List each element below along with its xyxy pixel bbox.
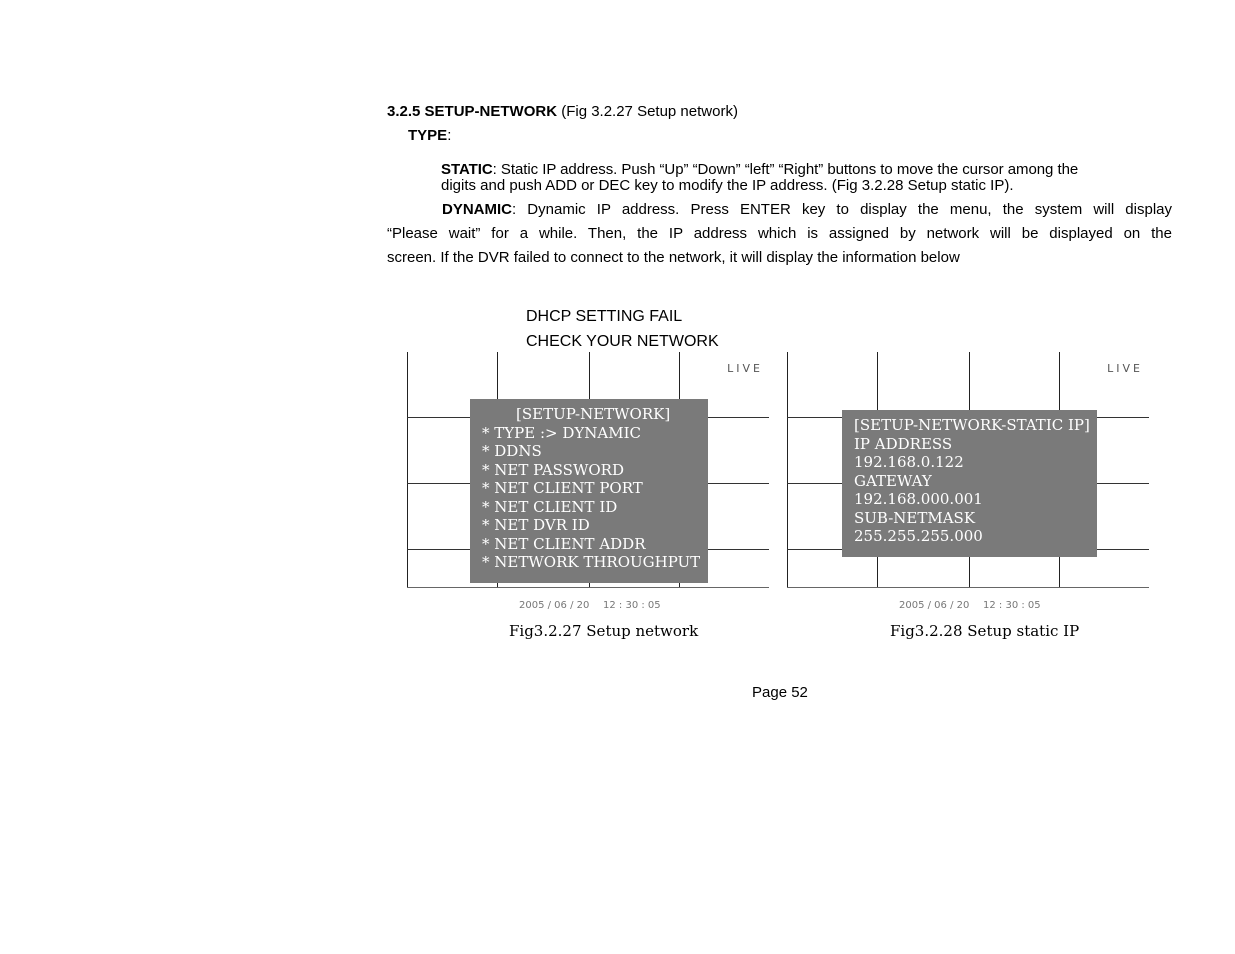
date-stamp: 2005 / 06 / 20 bbox=[899, 600, 970, 611]
type-heading bbox=[408, 127, 451, 145]
menu-item: 255.255.255.000 bbox=[854, 527, 983, 545]
dhcp-message-line-2: CHECK YOUR NETWORK bbox=[526, 333, 719, 350]
date-stamp: 2005 / 06 / 20 bbox=[519, 600, 590, 611]
menu-item: * NET PASSWORD bbox=[482, 460, 624, 479]
dynamic-line-2: “Please wait” for a while. Then, the IP address which is assigned by network will be displayed on the bbox=[387, 225, 1172, 242]
section-fig-ref: (Fig 3.2.27 Setup network) bbox=[557, 103, 738, 120]
dhcp-message-block bbox=[526, 304, 719, 354]
time-stamp: 12 : 30 : 05 bbox=[603, 600, 661, 611]
dvr-screen-static-ip bbox=[787, 352, 1149, 616]
dynamic-paragraph bbox=[387, 201, 1172, 267]
dynamic-line-3: screen. If the DVR failed to connect to the network, it will display the information below bbox=[387, 249, 960, 266]
dynamic-line-1-text: : Dynamic IP address. Press ENTER key to display the menu, the system will display bbox=[512, 201, 1172, 218]
time-stamp: 12 : 30 : 05 bbox=[983, 600, 1041, 611]
live-indicator: LIVE bbox=[727, 362, 763, 375]
type-colon: : bbox=[447, 127, 452, 144]
menu-item: * NET CLIENT PORT bbox=[482, 479, 643, 497]
type-label: TYPE bbox=[408, 127, 448, 144]
menu-item: * NETWORK THROUGHPUT bbox=[482, 553, 701, 571]
menu-item: * TYPE :> DYNAMIC bbox=[482, 423, 642, 442]
section-title: 3.2.5 SETUP-NETWORK bbox=[387, 103, 558, 120]
menu-item: * NET CLIENT ID bbox=[482, 497, 618, 516]
dhcp-message-line-1: DHCP SETTING FAIL bbox=[526, 308, 683, 325]
figure-caption-3-2-27: Fig3.2.27 Setup network bbox=[509, 622, 699, 640]
dynamic-line-1 bbox=[387, 201, 1172, 219]
menu-title: [SETUP-NETWORK] bbox=[516, 405, 671, 423]
menu-item: SUB-NETMASK bbox=[854, 508, 976, 527]
figure-caption-3-2-28: Fig3.2.28 Setup static IP bbox=[890, 622, 1080, 640]
dynamic-label: DYNAMIC bbox=[442, 201, 512, 218]
menu-item: * NET DVR ID bbox=[482, 516, 590, 534]
menu-item: 192.168.0.122 bbox=[854, 453, 964, 471]
static-line-1-text: : Static IP address. Push “Up” “Down” “left” “Right” buttons to move the cursor among the bbox=[492, 161, 1079, 178]
static-label: STATIC bbox=[441, 161, 493, 178]
static-paragraph bbox=[441, 161, 1157, 195]
static-line-2: digits and push ADD or DEC key to modify the IP address. (Fig 3.2.28 Setup static IP). bbox=[441, 177, 1014, 194]
live-indicator: LIVE bbox=[1107, 362, 1143, 375]
menu-item: 192.168.000.001 bbox=[854, 490, 983, 508]
section-heading bbox=[387, 103, 738, 121]
menu-item: GATEWAY bbox=[854, 471, 932, 490]
static-ip-menu bbox=[842, 410, 1097, 557]
page-number: Page 52 bbox=[752, 684, 808, 701]
setup-network-menu bbox=[470, 399, 708, 583]
menu-item: IP ADDRESS bbox=[854, 434, 953, 453]
menu-item: * NET CLIENT ADDR bbox=[482, 534, 646, 553]
menu-title: [SETUP-NETWORK-STATIC IP] bbox=[854, 416, 1090, 434]
dvr-screen-setup-network bbox=[407, 352, 769, 616]
menu-item: * DDNS bbox=[482, 442, 542, 460]
